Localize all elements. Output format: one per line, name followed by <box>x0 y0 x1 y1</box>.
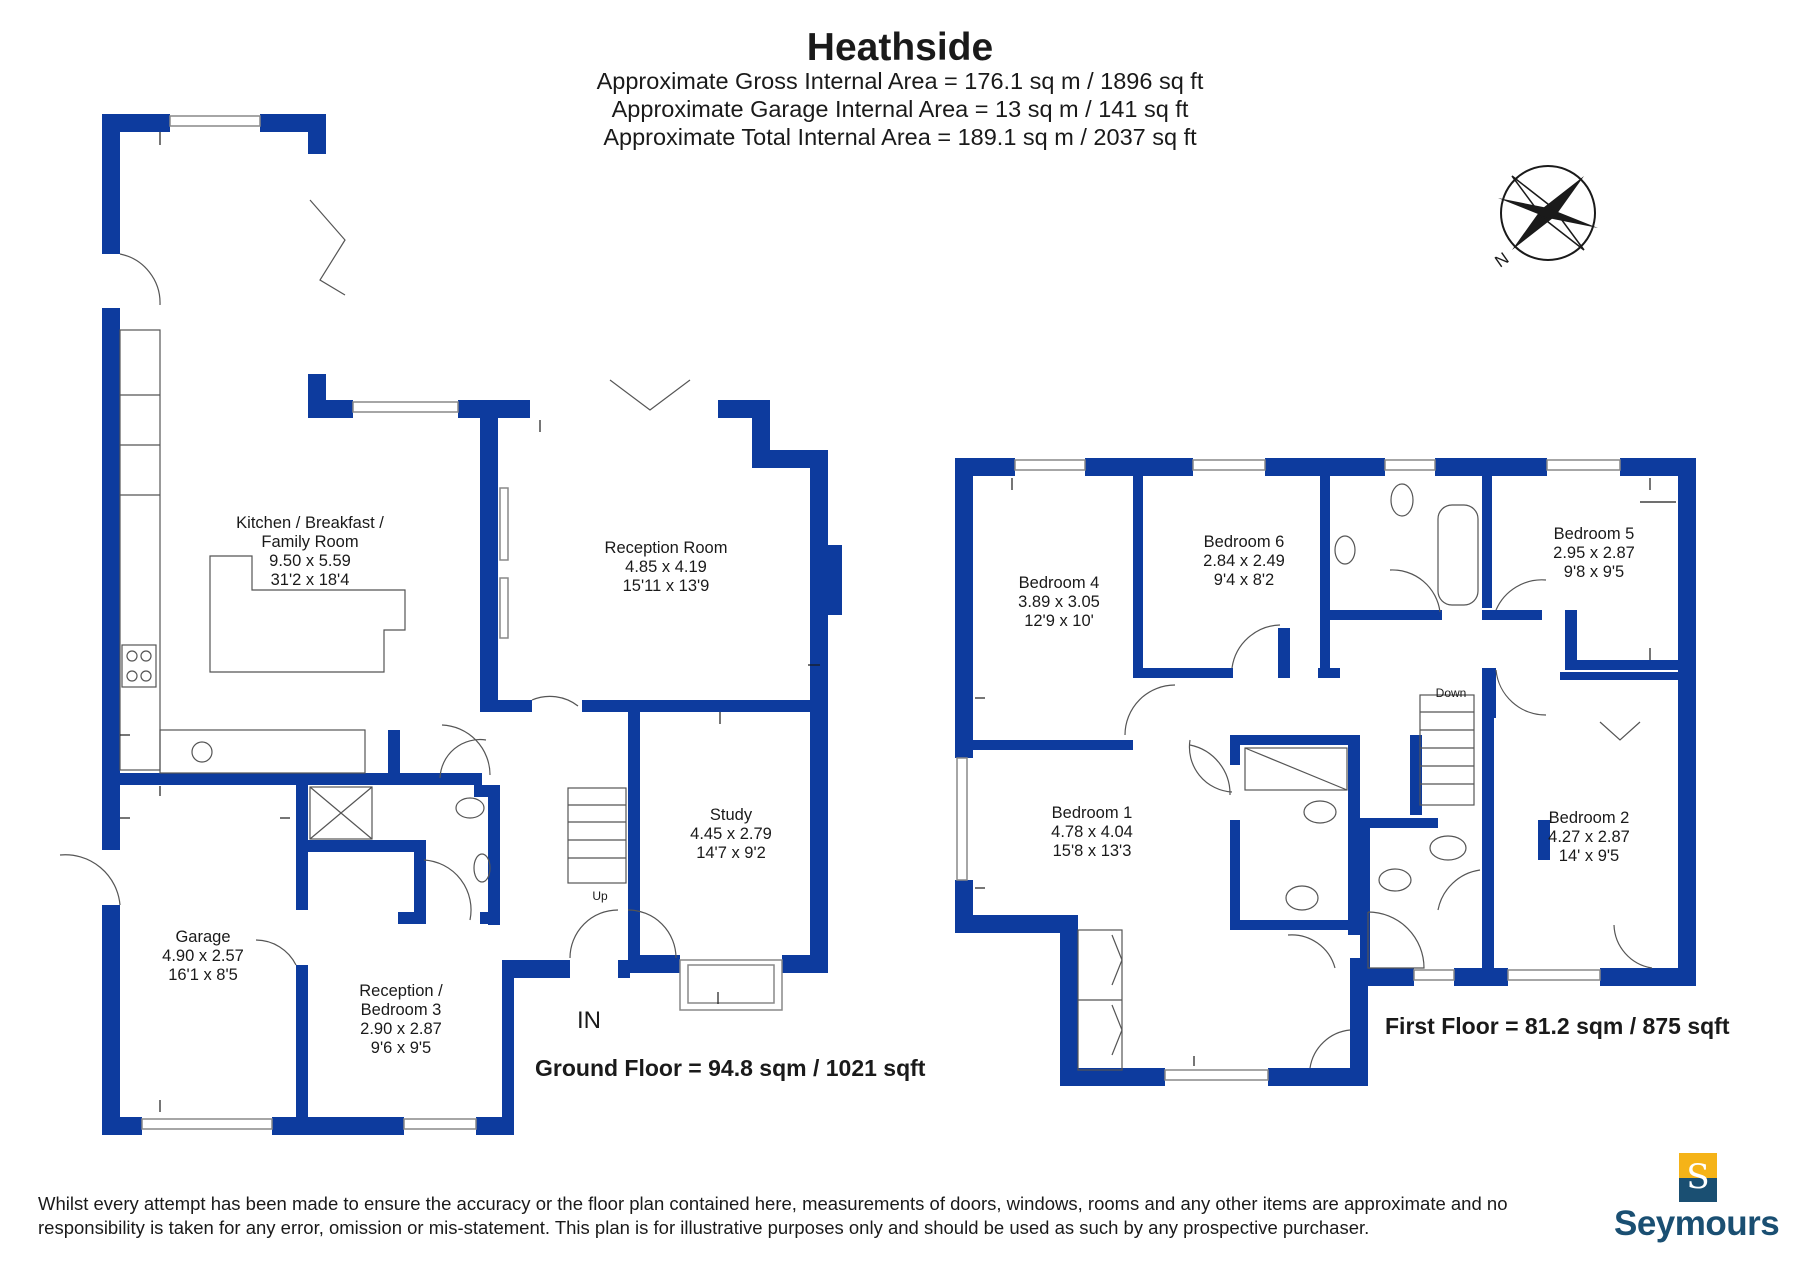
room-name: Bedroom 3 <box>360 1001 442 1019</box>
room-dimensions-imperial: 9'4 x 8'2 <box>1213 571 1275 589</box>
disclaimer: Whilst every attempt has been made to ensure the accuracy or the floor plan contained here, measurements of doors, windows, rooms and any other items are approximate and no responsibility is taken for any error, omission or mis-statement. This plan is for illustrative purposes only and should be used as such by any prospective purchaser. <box>38 1193 1508 1238</box>
ground-floor-total: Ground Floor = 94.8 sqm / 1021 sqft <box>535 1055 926 1081</box>
room-dimensions-imperial: 12'9 x 10' <box>1024 612 1094 630</box>
first-floor-windows <box>957 460 1620 1080</box>
room-dimensions-imperial: 15'8 x 13'3 <box>1052 842 1132 860</box>
room-name: Bedroom 2 <box>1548 809 1630 827</box>
room-dimensions-metric: 3.89 x 3.05 <box>1018 593 1100 611</box>
room-name: Reception / <box>359 982 443 1000</box>
room-name: Garage <box>175 928 231 946</box>
stairs-label: Down <box>1435 686 1467 700</box>
room-dimensions-imperial: 14' x 9'5 <box>1558 847 1620 865</box>
gross-area: Approximate Gross Internal Area = 176.1 sq m / 1896 sq ft <box>596 68 1204 94</box>
stairs-label: Up <box>592 889 608 903</box>
logo-mark-letter: S <box>1686 1157 1710 1197</box>
room-dimensions-imperial: 9'8 x 9'5 <box>1563 563 1625 581</box>
room-dimensions-metric: 4.90 x 2.57 <box>162 947 244 965</box>
room-name: Kitchen / Breakfast / <box>236 514 384 532</box>
room-name: Bedroom 4 <box>1018 574 1100 592</box>
room-dimensions-metric: 4.27 x 2.87 <box>1548 828 1630 846</box>
garage-area: Approximate Garage Internal Area = 13 sq m / 141 sq ft <box>611 96 1189 122</box>
room-dimensions-imperial: 16'1 x 8'5 <box>168 966 238 984</box>
room-name: Bedroom 5 <box>1553 525 1635 543</box>
room-dimensions-metric: 9.50 x 5.59 <box>269 552 351 570</box>
room-name: Bedroom 1 <box>1051 804 1133 822</box>
compass-icon <box>1491 166 1598 271</box>
room-dimensions-metric: 2.95 x 2.87 <box>1553 544 1635 562</box>
measurement-arrows <box>120 132 1676 1112</box>
first-floor-total: First Floor = 81.2 sqm / 875 sqft <box>1385 1013 1730 1039</box>
ground-floor-windows <box>142 116 782 1129</box>
room-dimensions-imperial: 15'11 x 13'9 <box>622 577 710 595</box>
entrance-label: IN <box>577 1007 601 1034</box>
room-name: Study <box>709 806 753 824</box>
room-dimensions-metric: 4.78 x 4.04 <box>1051 823 1133 841</box>
room-dimensions-metric: 2.90 x 2.87 <box>360 1020 442 1038</box>
room-dimensions-imperial: 14'7 x 9'2 <box>696 844 766 862</box>
room-dimensions-imperial: 9'6 x 9'5 <box>370 1039 432 1057</box>
page-title: Heathside <box>806 26 994 69</box>
room-dimensions-imperial: 31'2 x 18'4 <box>270 571 350 589</box>
room-name: Bedroom 6 <box>1203 533 1285 551</box>
seymours-logo-icon <box>1679 1153 1717 1202</box>
room-name: Family Room <box>261 533 359 551</box>
room-name: Reception Room <box>604 539 728 557</box>
room-dimensions-metric: 4.45 x 2.79 <box>690 825 772 843</box>
seymours-logo-text: Seymours <box>1614 1204 1780 1243</box>
compass-north-label: N <box>1491 248 1513 272</box>
total-area: Approximate Total Internal Area = 189.1 sq m / 2037 sq ft <box>603 124 1197 150</box>
room-dimensions-metric: 2.84 x 2.49 <box>1203 552 1285 570</box>
room-dimensions-metric: 4.85 x 4.19 <box>625 558 707 576</box>
